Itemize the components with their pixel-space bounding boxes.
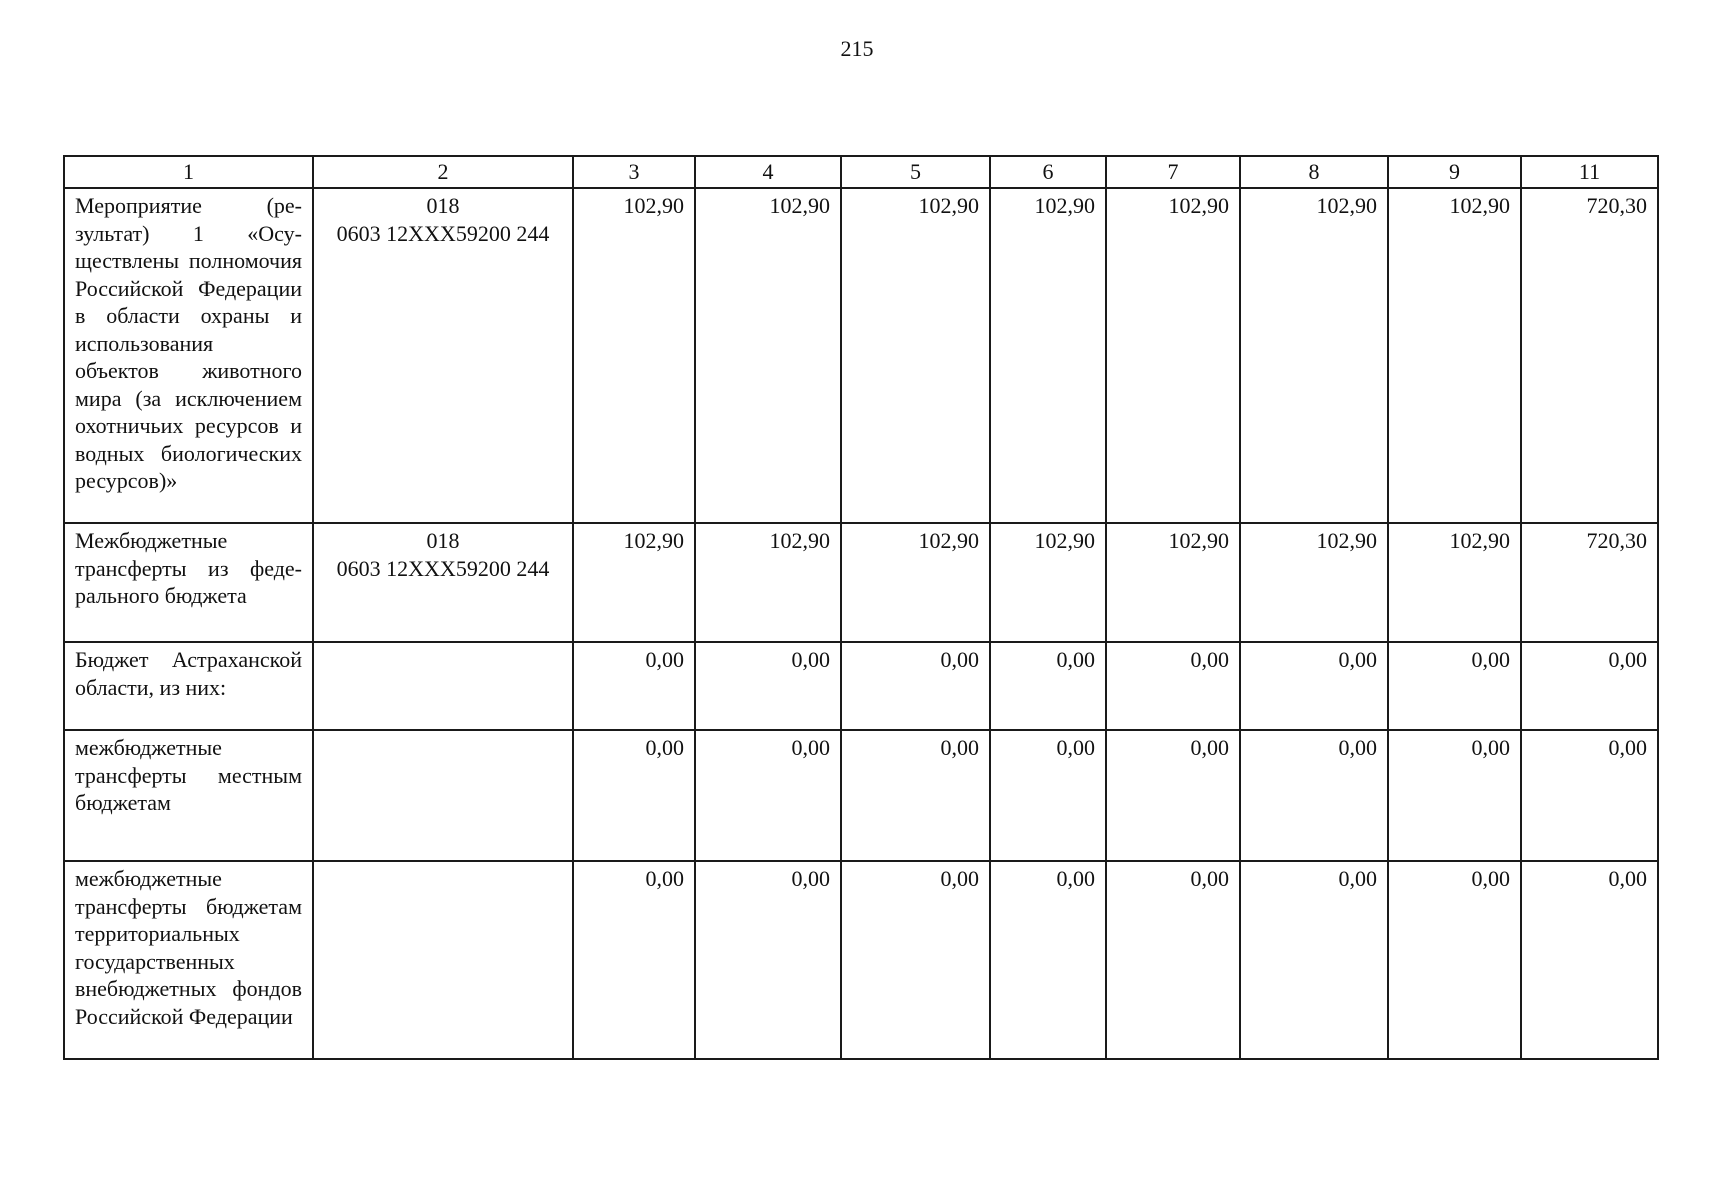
value-cell: 0,00 <box>990 861 1106 1059</box>
budget-code-cell <box>313 730 573 861</box>
column-header: 9 <box>1388 156 1521 188</box>
value-cell: 0,00 <box>573 730 695 861</box>
value-cell: 0,00 <box>1388 642 1521 730</box>
value-cell: 102,90 <box>841 523 990 642</box>
column-header: 1 <box>64 156 313 188</box>
value-cell: 0,00 <box>695 642 841 730</box>
value-cell: 0,00 <box>695 861 841 1059</box>
table-row <box>64 642 1658 730</box>
row-description: межбюджетные трансферты бюджетам территориальных государственных внебюджетных фондов Российской Федерации <box>64 861 313 1059</box>
value-cell: 102,90 <box>1240 188 1388 523</box>
budget-code-cell <box>313 861 573 1059</box>
total-cell: 720,30 <box>1521 523 1658 642</box>
budget-code-cell <box>313 642 573 730</box>
value-cell: 0,00 <box>1388 730 1521 861</box>
value-cell: 0,00 <box>841 642 990 730</box>
value-cell: 102,90 <box>573 188 695 523</box>
budget-code-admin: 018 <box>426 528 460 553</box>
page-number: 215 <box>840 36 874 61</box>
table-row <box>64 523 1658 642</box>
value-cell: 102,90 <box>1388 523 1521 642</box>
budget-table <box>63 155 1659 1060</box>
value-cell: 0,00 <box>841 861 990 1059</box>
value-cell: 0,00 <box>1388 861 1521 1059</box>
value-cell: 102,90 <box>1106 188 1240 523</box>
table-row <box>64 861 1658 1059</box>
column-header: 8 <box>1240 156 1388 188</box>
value-cell: 0,00 <box>1240 642 1388 730</box>
value-cell: 0,00 <box>1106 730 1240 861</box>
value-cell: 0,00 <box>573 642 695 730</box>
column-header: 4 <box>695 156 841 188</box>
value-cell: 102,90 <box>573 523 695 642</box>
column-header: 11 <box>1521 156 1658 188</box>
total-cell: 0,00 <box>1521 642 1658 730</box>
value-cell: 0,00 <box>695 730 841 861</box>
table-row <box>64 188 1658 523</box>
value-cell: 102,90 <box>695 523 841 642</box>
budget-code-cell <box>313 188 573 523</box>
value-cell: 0,00 <box>1240 861 1388 1059</box>
value-cell: 0,00 <box>990 730 1106 861</box>
row-description: Бюджет Астраханской области, из них: <box>64 642 313 730</box>
row-description: межбюджетные трансферты местным бюджетам <box>64 730 313 861</box>
value-cell: 102,90 <box>1388 188 1521 523</box>
value-cell: 102,90 <box>1106 523 1240 642</box>
value-cell: 0,00 <box>1106 642 1240 730</box>
column-header: 6 <box>990 156 1106 188</box>
column-header: 3 <box>573 156 695 188</box>
total-cell: 720,30 <box>1521 188 1658 523</box>
total-cell: 0,00 <box>1521 730 1658 861</box>
column-header: 2 <box>313 156 573 188</box>
column-header: 7 <box>1106 156 1240 188</box>
table-row <box>64 730 1658 861</box>
row-description: Мероприятие (результат) 1 «Осуществлены полномочия Российской Федерации в области охраны и использования объектов животного мира (за исключением охотничьих ресурсов и водных биологических ресурсов)» <box>64 188 313 523</box>
value-cell: 0,00 <box>1240 730 1388 861</box>
value-cell: 0,00 <box>1106 861 1240 1059</box>
value-cell: 102,90 <box>990 188 1106 523</box>
budget-code-classification: 0603 12ХXX59200 244 <box>336 555 550 581</box>
budget-code-admin: 018 <box>426 193 460 218</box>
value-cell: 102,90 <box>990 523 1106 642</box>
header-row <box>64 156 1658 188</box>
budget-code-classification: 0603 12ХXX59200 244 <box>336 220 550 246</box>
value-cell: 102,90 <box>841 188 990 523</box>
value-cell: 0,00 <box>573 861 695 1059</box>
value-cell: 0,00 <box>990 642 1106 730</box>
value-cell: 0,00 <box>841 730 990 861</box>
column-header: 5 <box>841 156 990 188</box>
value-cell: 102,90 <box>695 188 841 523</box>
value-cell: 102,90 <box>1240 523 1388 642</box>
row-description: Межбюджетные трансферты из федерального бюджета <box>64 523 313 642</box>
budget-code-cell <box>313 523 573 642</box>
total-cell: 0,00 <box>1521 861 1658 1059</box>
